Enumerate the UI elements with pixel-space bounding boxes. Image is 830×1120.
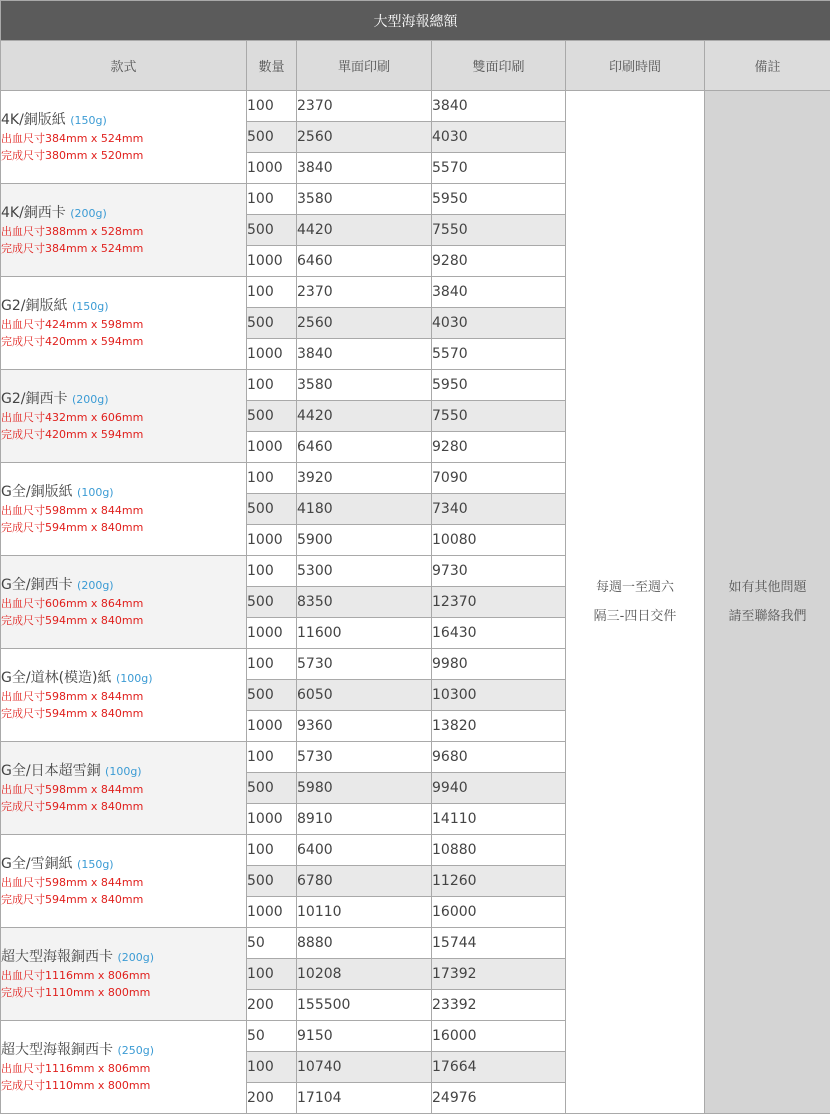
single-side-price: 6460 — [297, 432, 432, 463]
quantity-cell: 100 — [247, 277, 297, 308]
single-side-price: 2560 — [297, 308, 432, 339]
double-side-price: 4030 — [432, 122, 566, 153]
product-name: G全/道林(模造)紙 — [1, 669, 112, 686]
header-single-side: 單面印刷 — [297, 41, 432, 91]
single-side-price: 8350 — [297, 587, 432, 618]
quantity-cell: 1000 — [247, 897, 297, 928]
quantity-cell: 1000 — [247, 246, 297, 277]
product-name-line — [1, 204, 246, 223]
quantity-cell: 500 — [247, 401, 297, 432]
product-style-cell — [1, 742, 247, 835]
bleed-size: 出血尺寸424mm x 598mm — [1, 317, 144, 331]
product-name-line — [1, 390, 246, 409]
quantity-cell: 200 — [247, 990, 297, 1021]
finished-size: 完成尺寸594mm x 840mm — [1, 799, 144, 813]
finished-size: 完成尺寸380mm x 520mm — [1, 148, 144, 162]
quantity-cell: 500 — [247, 494, 297, 525]
single-side-price: 5900 — [297, 525, 432, 556]
single-side-price: 5730 — [297, 742, 432, 773]
single-side-price: 10208 — [297, 959, 432, 990]
single-side-price: 9150 — [297, 1021, 432, 1052]
finished-size: 完成尺寸420mm x 594mm — [1, 334, 144, 348]
paper-weight: (150g) — [77, 857, 114, 871]
double-side-price: 10300 — [432, 680, 566, 711]
single-side-price: 10740 — [297, 1052, 432, 1083]
double-side-price: 3840 — [432, 91, 566, 122]
double-side-price: 9280 — [432, 432, 566, 463]
double-side-price: 15744 — [432, 928, 566, 959]
paper-weight: (100g) — [105, 764, 142, 778]
price-table-body — [1, 91, 830, 1114]
product-name-line — [1, 1041, 246, 1060]
print-time-line: 隔三-四日交件 — [593, 609, 677, 624]
quantity-cell: 500 — [247, 680, 297, 711]
bleed-size: 出血尺寸598mm x 844mm — [1, 875, 144, 889]
quantity-cell: 100 — [247, 370, 297, 401]
bleed-size: 出血尺寸384mm x 524mm — [1, 131, 144, 145]
table-row — [1, 91, 830, 122]
quantity-cell: 1000 — [247, 711, 297, 742]
header-quantity: 數量 — [247, 41, 297, 91]
double-side-price: 17664 — [432, 1052, 566, 1083]
single-side-price: 6460 — [297, 246, 432, 277]
quantity-cell: 1000 — [247, 432, 297, 463]
single-side-price: 6400 — [297, 835, 432, 866]
quantity-cell: 1000 — [247, 339, 297, 370]
double-side-price: 5570 — [432, 153, 566, 184]
double-side-price: 3840 — [432, 277, 566, 308]
single-side-price: 6050 — [297, 680, 432, 711]
single-side-price: 5980 — [297, 773, 432, 804]
quantity-cell: 1000 — [247, 153, 297, 184]
double-side-price: 13820 — [432, 711, 566, 742]
product-style-cell — [1, 277, 247, 370]
single-side-price: 10110 — [297, 897, 432, 928]
bleed-size: 出血尺寸598mm x 844mm — [1, 782, 144, 796]
double-side-price: 23392 — [432, 990, 566, 1021]
quantity-cell: 500 — [247, 866, 297, 897]
single-side-price: 4180 — [297, 494, 432, 525]
quantity-cell: 500 — [247, 773, 297, 804]
quantity-cell: 50 — [247, 928, 297, 959]
double-side-price: 10880 — [432, 835, 566, 866]
single-side-price: 17104 — [297, 1083, 432, 1114]
product-name: G2/銅西卡 — [1, 390, 68, 407]
paper-weight: (100g) — [115, 671, 153, 685]
product-name: 4K/銅西卡 — [1, 204, 66, 221]
single-side-price: 4420 — [297, 215, 432, 246]
quantity-cell: 1000 — [247, 804, 297, 835]
single-side-price: 3920 — [297, 463, 432, 494]
quantity-cell: 500 — [247, 587, 297, 618]
finished-size: 完成尺寸1110mm x 800mm — [1, 985, 151, 999]
single-side-price: 3580 — [297, 184, 432, 215]
paper-weight: (200g) — [117, 950, 155, 964]
finished-size: 完成尺寸420mm x 594mm — [1, 427, 144, 441]
double-side-price: 16000 — [432, 1021, 566, 1052]
finished-size: 完成尺寸594mm x 840mm — [1, 706, 144, 720]
paper-weight: (150g) — [71, 299, 109, 313]
quantity-cell: 1000 — [247, 618, 297, 649]
single-side-price: 11600 — [297, 618, 432, 649]
header-style: 款式 — [1, 41, 247, 91]
double-side-price: 5950 — [432, 370, 566, 401]
product-name-line — [1, 762, 246, 781]
product-name: 超大型海報銅西卡 — [1, 948, 113, 965]
paper-weight: (100g) — [77, 485, 114, 499]
product-style-cell — [1, 370, 247, 463]
paper-weight: (200g) — [77, 578, 114, 592]
double-side-price: 9730 — [432, 556, 566, 587]
quantity-cell: 100 — [247, 649, 297, 680]
header-print-time: 印刷時間 — [566, 41, 705, 91]
single-side-price: 3840 — [297, 153, 432, 184]
double-side-price: 4030 — [432, 308, 566, 339]
product-name: 超大型海報銅西卡 — [1, 1041, 113, 1058]
single-side-price: 2370 — [297, 277, 432, 308]
quantity-cell: 100 — [247, 959, 297, 990]
double-side-price: 10080 — [432, 525, 566, 556]
double-side-price: 9980 — [432, 649, 566, 680]
double-side-price: 16430 — [432, 618, 566, 649]
bleed-size: 出血尺寸432mm x 606mm — [1, 410, 144, 424]
single-side-price: 6780 — [297, 866, 432, 897]
table-title: 大型海報總額 — [1, 1, 830, 41]
double-side-price: 7340 — [432, 494, 566, 525]
double-side-price: 7550 — [432, 215, 566, 246]
bleed-size: 出血尺寸606mm x 864mm — [1, 596, 144, 610]
header-remarks: 備註 — [705, 41, 830, 91]
single-side-price: 2560 — [297, 122, 432, 153]
single-side-price: 4420 — [297, 401, 432, 432]
product-style-cell — [1, 649, 247, 742]
quantity-cell: 500 — [247, 122, 297, 153]
product-name-line — [1, 297, 246, 316]
single-side-price: 3580 — [297, 370, 432, 401]
double-side-price: 9280 — [432, 246, 566, 277]
product-name-line — [1, 855, 246, 874]
quantity-cell: 50 — [247, 1021, 297, 1052]
quantity-cell: 100 — [247, 556, 297, 587]
product-style-cell — [1, 91, 247, 184]
finished-size: 完成尺寸1110mm x 800mm — [1, 1078, 151, 1092]
quantity-cell: 100 — [247, 742, 297, 773]
double-side-price: 24976 — [432, 1083, 566, 1114]
quantity-cell: 100 — [247, 91, 297, 122]
product-name: G全/雪銅紙 — [1, 855, 73, 872]
paper-weight: (150g) — [70, 113, 107, 127]
double-side-price: 7550 — [432, 401, 566, 432]
product-name-line — [1, 948, 246, 967]
quantity-cell: 100 — [247, 1052, 297, 1083]
product-name: G全/日本超雪銅 — [1, 762, 101, 779]
product-name: G全/銅版紙 — [1, 483, 73, 500]
bleed-size: 出血尺寸1116mm x 806mm — [1, 968, 151, 982]
paper-weight: (250g) — [117, 1043, 155, 1057]
double-side-price: 17392 — [432, 959, 566, 990]
finished-size: 完成尺寸384mm x 524mm — [1, 241, 144, 255]
product-style-cell — [1, 1021, 247, 1114]
finished-size: 完成尺寸594mm x 840mm — [1, 892, 144, 906]
product-name-line — [1, 111, 246, 130]
single-side-price: 3840 — [297, 339, 432, 370]
product-name: G全/銅西卡 — [1, 576, 73, 593]
bleed-size: 出血尺寸388mm x 528mm — [1, 224, 144, 238]
single-side-price: 8880 — [297, 928, 432, 959]
quantity-cell: 500 — [247, 215, 297, 246]
single-side-price: 2370 — [297, 91, 432, 122]
single-side-price: 9360 — [297, 711, 432, 742]
product-name: G2/銅版紙 — [1, 297, 68, 314]
double-side-price: 12370 — [432, 587, 566, 618]
double-side-price: 16000 — [432, 897, 566, 928]
product-name-line — [1, 576, 246, 595]
product-style-cell — [1, 928, 247, 1021]
double-side-price: 9940 — [432, 773, 566, 804]
bleed-size: 出血尺寸1116mm x 806mm — [1, 1061, 151, 1075]
product-style-cell — [1, 556, 247, 649]
product-name: 4K/銅版紙 — [1, 111, 66, 128]
double-side-price: 14110 — [432, 804, 566, 835]
product-name-line — [1, 669, 246, 688]
bleed-size: 出血尺寸598mm x 844mm — [1, 689, 144, 703]
product-style-cell — [1, 463, 247, 556]
remarks-line: 如有其他問題 — [728, 580, 807, 595]
bleed-size: 出血尺寸598mm x 844mm — [1, 503, 144, 517]
single-side-price: 5300 — [297, 556, 432, 587]
remarks-line: 請至聯絡我們 — [728, 609, 807, 624]
remarks-cell — [705, 91, 830, 1114]
double-side-price: 5950 — [432, 184, 566, 215]
double-side-price: 11260 — [432, 866, 566, 897]
print-time-line: 每週一至週六 — [595, 580, 674, 595]
double-side-price: 9680 — [432, 742, 566, 773]
quantity-cell: 100 — [247, 463, 297, 494]
paper-weight: (200g) — [70, 206, 107, 220]
double-side-price: 7090 — [432, 463, 566, 494]
single-side-price: 155500 — [297, 990, 432, 1021]
product-style-cell — [1, 835, 247, 928]
quantity-cell: 1000 — [247, 525, 297, 556]
quantity-cell: 500 — [247, 308, 297, 339]
product-name-line — [1, 483, 246, 502]
quantity-cell: 100 — [247, 184, 297, 215]
header-double-side: 雙面印刷 — [432, 41, 566, 91]
print-time-cell — [566, 91, 705, 1114]
paper-weight: (200g) — [71, 392, 109, 406]
finished-size: 完成尺寸594mm x 840mm — [1, 520, 144, 534]
quantity-cell: 200 — [247, 1083, 297, 1114]
product-style-cell — [1, 184, 247, 277]
double-side-price: 5570 — [432, 339, 566, 370]
single-side-price: 8910 — [297, 804, 432, 835]
quantity-cell: 100 — [247, 835, 297, 866]
finished-size: 完成尺寸594mm x 840mm — [1, 613, 144, 627]
single-side-price: 5730 — [297, 649, 432, 680]
